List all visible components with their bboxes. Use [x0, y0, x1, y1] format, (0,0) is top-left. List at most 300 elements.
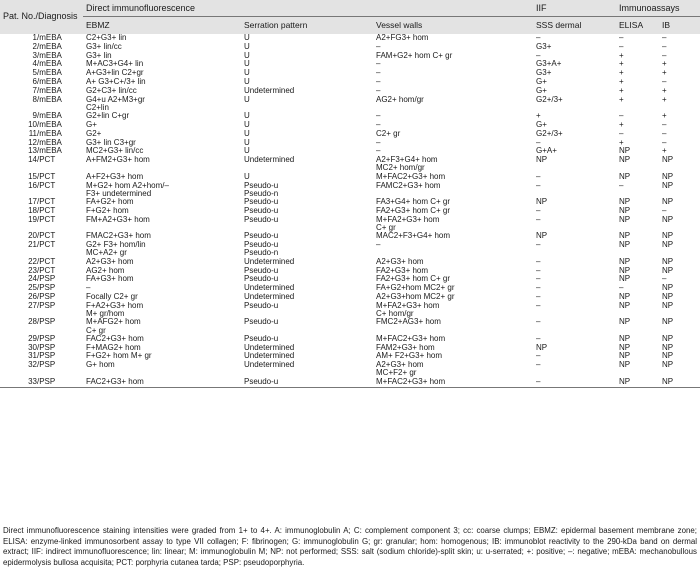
table-row	[0, 267, 700, 276]
cell-ebmz: FA+G3+ hom	[86, 275, 134, 284]
cell-ebmz: A+F2+G3+ hom	[86, 172, 144, 181]
patient-diagnosis: /mEBA	[37, 112, 62, 121]
cell-patient	[0, 302, 83, 319]
header-iif: IIF	[533, 0, 616, 17]
header-patient: Pat. No./Diagnosis	[0, 0, 83, 34]
cell-patient	[0, 139, 83, 148]
cell-sss-dermal: G+	[536, 120, 547, 129]
cell-sss-dermal: –	[536, 34, 541, 42]
cell-ebmz: –	[86, 284, 91, 293]
cell-sss-dermal: NP	[536, 343, 548, 352]
cell-ib: NP	[662, 292, 674, 301]
cell-ib: –	[662, 206, 667, 215]
cell-ib: NP	[662, 215, 674, 224]
cell-serration: Pseudo-u	[244, 198, 279, 207]
patient-number: 21	[28, 241, 37, 250]
cell-serration	[241, 182, 373, 199]
cell-elisa: NP	[616, 378, 659, 387]
cell-serration	[241, 241, 373, 258]
cell-ebmz: F+G2+ hom	[86, 206, 129, 215]
cell-ebmz-line: MC+A2+ gr	[86, 248, 127, 258]
table-row	[0, 147, 700, 156]
cell-serration: U	[244, 34, 250, 42]
cell-vessel-walls: FA3+G4+ hom C+ gr	[376, 198, 451, 207]
cell-ebmz-line: C+ gr	[86, 325, 106, 335]
patient-number: 8	[32, 95, 37, 104]
cell-vessel-walls: A2+FG3+ hom	[376, 34, 429, 42]
cell-ebmz: G3+ lin/cc	[86, 42, 122, 51]
table-row	[0, 275, 700, 284]
patient-diagnosis: /mEBA	[37, 95, 62, 104]
table-row	[0, 207, 700, 216]
table-row	[0, 43, 700, 52]
cell-elisa: NP	[619, 343, 631, 352]
cell-sss-dermal: NP	[536, 232, 548, 241]
cell-ib: NP	[662, 318, 674, 327]
cell-elisa: –	[619, 284, 624, 293]
cell-ib: NP	[662, 172, 674, 181]
cell-ebmz	[83, 302, 241, 319]
cell-sss-dermal: G3+A+	[536, 60, 562, 69]
patient-number: 7	[32, 86, 37, 95]
patient-diagnosis: /mEBA	[37, 60, 62, 69]
cell-patient	[0, 173, 83, 182]
cell-elisa: NP	[619, 318, 631, 327]
cell-elisa: NP	[619, 241, 631, 250]
table-row	[0, 284, 700, 293]
cell-patient	[0, 87, 83, 96]
cell-ebmz: MC2+G3+ lin/cc	[86, 147, 144, 156]
cell-vessel-walls: FAM2+G3+ hom	[376, 343, 435, 352]
cell-serration: Pseudo-u	[244, 318, 279, 327]
cell-vessel-walls: M+FAC2+G3+ hom	[376, 334, 446, 343]
cell-vessel-walls: A2+G3+ hom	[376, 257, 424, 266]
cell-sss-dermal: NP	[536, 156, 548, 165]
patient-number: 26	[28, 292, 37, 301]
cell-patient	[0, 34, 83, 43]
table-row	[0, 78, 700, 87]
patient-number: 10	[28, 120, 37, 129]
cell-vessel-walls-line: M+FA2+G3+ hom	[376, 215, 440, 224]
cell-elisa: NP	[619, 156, 631, 165]
cell-ebmz: M+AC3+G4+ lin	[86, 60, 144, 69]
cell-ebmz	[83, 96, 241, 113]
table-row	[0, 34, 700, 43]
patient-number: 3	[32, 51, 37, 60]
header-row-groups	[0, 0, 700, 17]
cell-ebmz: FAC2+G3+ hom	[83, 378, 241, 387]
cell-serration: Pseudo-u	[241, 378, 373, 387]
cell-ebmz: A+FM2+G3+ hom	[86, 156, 150, 165]
cell-elisa: NP	[619, 198, 631, 207]
patient-number: 27	[28, 301, 37, 310]
cell-patient	[0, 112, 83, 121]
patient-diagnosis: /mEBA	[37, 86, 62, 95]
cell-ebmz-line: M+G2+ hom A2+hom/–	[86, 181, 169, 190]
cell-vessel-walls: FA+G2+hom MC2+ gr	[376, 284, 455, 293]
cell-ebmz-line: C2+lin	[86, 102, 109, 112]
cell-elisa: NP	[619, 275, 631, 284]
cell-vessel-walls: FA2+G3+ hom	[376, 266, 429, 275]
table-row	[0, 293, 700, 302]
cell-vessel-walls: –	[376, 112, 381, 121]
header-ib: IB	[659, 17, 700, 35]
cell-ebmz: G3+ lin C3+gr	[86, 138, 136, 147]
patient-diagnosis: /mEBA	[37, 77, 62, 86]
cell-ib: NP	[662, 334, 674, 343]
cell-ebmz: A+G3+lin C2+gr	[86, 69, 144, 78]
header-immunoassays: Immunoassays	[616, 0, 700, 17]
cell-elisa: NP	[619, 292, 631, 301]
cell-patient	[0, 69, 83, 78]
cell-ib: NP	[662, 361, 674, 370]
cell-ib: +	[662, 95, 667, 104]
cell-vessel-walls-line: MC2+ hom/gr	[376, 163, 425, 173]
table-row	[0, 258, 700, 267]
cell-sss-dermal: –	[536, 318, 541, 327]
cell-elisa: –	[619, 181, 624, 190]
cell-ebmz: G+	[86, 120, 97, 129]
cell-ib: NP	[662, 241, 674, 250]
cell-patient	[0, 352, 83, 361]
patient-number: 17	[28, 198, 37, 207]
cell-sss-dermal: NP	[536, 198, 548, 207]
cell-patient	[0, 378, 83, 387]
table-row	[0, 241, 700, 258]
cell-ebmz: FAC2+G3+ hom	[86, 334, 144, 343]
cell-ebmz: A2+G3+ hom	[86, 257, 134, 266]
cell-vessel-walls	[373, 216, 533, 233]
cell-vessel-walls: MAC2+F3+G4+ hom	[376, 232, 451, 241]
patient-number: 14	[28, 156, 37, 165]
cell-vessel-walls-line: M+FA2+G3+ hom	[376, 301, 440, 310]
cell-patient	[0, 60, 83, 69]
patient-number: 15	[28, 172, 37, 181]
cell-ib: +	[662, 147, 667, 156]
cell-serration: Pseudo-u	[244, 206, 279, 215]
patient-number: 18	[28, 206, 37, 215]
cell-patient	[0, 284, 83, 293]
cell-ib: NP	[662, 301, 674, 310]
cell-serration: Undetermined	[244, 361, 295, 370]
patient-diagnosis: /mEBA	[37, 42, 62, 51]
cell-vessel-walls-line: C+ gr	[376, 222, 396, 232]
cell-vessel-walls: FMC2+AG3+ hom	[376, 318, 441, 327]
cell-vessel-walls-line: MC+F2+ gr	[376, 368, 417, 378]
cell-elisa: –	[619, 34, 624, 42]
patient-diagnosis: /PSP	[37, 352, 56, 361]
cell-vessel-walls: –	[376, 138, 381, 147]
patient-diagnosis: /PSP	[37, 301, 56, 310]
table-row	[0, 378, 700, 387]
cell-serration: Pseudo-u	[244, 301, 279, 310]
cell-serration: Undetermined	[244, 284, 295, 293]
cell-ebmz	[83, 182, 241, 199]
patient-diagnosis: /mEBA	[37, 138, 62, 147]
table-row	[0, 96, 700, 113]
table-row	[0, 156, 700, 173]
table-row	[0, 352, 700, 361]
cell-serration: U	[244, 95, 250, 104]
cell-vessel-walls: –	[376, 60, 381, 69]
cell-sss-dermal: –	[536, 352, 541, 361]
header-direct-immunofluorescence: Direct immunofluorescence	[83, 0, 533, 17]
cell-serration: U	[244, 138, 250, 147]
table-row	[0, 232, 700, 241]
cell-sss-dermal: –	[536, 181, 541, 190]
cell-ib: –	[662, 42, 667, 51]
cell-patient	[0, 335, 83, 344]
patient-diagnosis: /PCT	[37, 257, 56, 266]
patient-number: 2	[32, 42, 37, 51]
patient-diagnosis: /PSP	[37, 361, 56, 370]
patient-number: 1	[32, 34, 37, 42]
patient-diagnosis: /PCT	[37, 198, 56, 207]
cell-patient	[0, 293, 83, 302]
patient-diagnosis: /mEBA	[37, 147, 62, 156]
table-row	[0, 302, 700, 319]
cell-patient	[0, 318, 83, 335]
header-row-columns	[0, 17, 700, 35]
cell-ebmz-line: M+ gr/hom	[86, 308, 125, 318]
cell-ib: –	[662, 129, 667, 138]
header-elisa: ELISA	[616, 17, 659, 35]
cell-serration: Undetermined	[244, 343, 295, 352]
cell-patient	[0, 43, 83, 52]
cell-sss-dermal: –	[536, 361, 541, 370]
cell-vessel-walls	[373, 156, 533, 173]
cell-ib: –	[662, 138, 667, 147]
patient-number: 4	[32, 60, 37, 69]
patient-diagnosis: /PSP	[37, 318, 56, 327]
table-row	[0, 130, 700, 139]
table-row	[0, 361, 700, 378]
cell-patient	[0, 275, 83, 284]
header-ebmz: EBMZ	[83, 17, 241, 35]
cell-ib: +	[662, 86, 667, 95]
cell-serration-line: Pseudo-n	[244, 248, 279, 258]
cell-sss-dermal: –	[536, 301, 541, 310]
cell-ebmz: Focally C2+ gr	[86, 292, 138, 301]
cell-serration: Pseudo-u	[244, 215, 279, 224]
cell-patient	[0, 78, 83, 87]
cell-serration: Undetermined	[244, 292, 295, 301]
cell-vessel-walls	[373, 302, 533, 319]
patient-diagnosis: /mEBA	[37, 129, 62, 138]
patient-number: 23	[28, 266, 37, 275]
patient-number: 25	[28, 284, 37, 293]
cell-ib: –	[662, 34, 667, 42]
cell-vessel-walls: FAM+G2+ hom C+ gr	[376, 51, 453, 60]
cell-sss-dermal: G3+	[536, 42, 552, 51]
cell-vessel-walls: C2+ gr	[376, 129, 401, 138]
cell-vessel-walls: –	[376, 77, 381, 86]
patient-number: 19	[28, 215, 37, 224]
cell-ib: NP	[662, 266, 674, 275]
table-row	[0, 69, 700, 78]
cell-serration: U	[244, 77, 250, 86]
cell-serration: U	[244, 42, 250, 51]
cell-vessel-walls: FAMC2+G3+ hom	[376, 181, 441, 190]
cell-patient	[0, 156, 83, 173]
patient-diagnosis: /PCT	[37, 181, 56, 190]
cell-sss-dermal: G3+	[536, 69, 552, 78]
cell-ebmz: FA+G2+ hom	[86, 198, 134, 207]
cell-ebmz: G2+C3+ lin/cc	[86, 86, 137, 95]
cell-sss-dermal: –	[533, 378, 616, 387]
patient-number: 22	[28, 257, 37, 266]
table-row	[0, 139, 700, 148]
cell-sss-dermal: +	[536, 112, 541, 121]
cell-ebmz-line: G2+ F3+ hom/lin	[86, 241, 146, 250]
cell-ebmz: AG2+ hom	[86, 266, 125, 275]
cell-ib: NP	[659, 378, 700, 387]
cell-vessel-walls: AM+ F2+G3+ hom	[376, 352, 443, 361]
cell-serration: U	[244, 129, 250, 138]
cell-patient	[0, 344, 83, 353]
table-row	[0, 335, 700, 344]
cell-sss-dermal: –	[536, 257, 541, 266]
cell-sss-dermal: –	[536, 241, 541, 250]
patient-diagnosis: /PSP	[37, 343, 56, 352]
cell-elisa: –	[619, 112, 624, 121]
cell-vessel-walls-line: A2+G3+ hom	[376, 361, 424, 370]
cell-vessel-walls: A2+G3+hom MC2+ gr	[376, 292, 455, 301]
patient-diagnosis: /mEBA	[37, 34, 62, 42]
table-row	[0, 216, 700, 233]
cell-vessel-walls: M+FAC2+G3+ hom	[373, 378, 533, 387]
cell-ebmz	[83, 318, 241, 335]
cell-elisa: +	[619, 86, 624, 95]
patient-diagnosis: /PCT	[37, 172, 56, 181]
cell-vessel-walls: –	[376, 42, 381, 51]
cell-serration: U	[244, 51, 250, 60]
patient-diagnosis: /mEBA	[37, 120, 62, 129]
cell-vessel-walls: –	[376, 86, 381, 95]
patient-diagnosis: /PCT	[37, 156, 56, 165]
patient-diagnosis: /mEBA	[37, 51, 62, 60]
cell-serration: U	[244, 112, 250, 121]
cell-serration-line: Pseudo-u	[244, 181, 279, 190]
patient-number: 9	[32, 112, 37, 121]
patient-number: 13	[28, 147, 37, 156]
cell-ib: NP	[662, 352, 674, 361]
cell-elisa: +	[619, 120, 624, 129]
cell-patient	[0, 258, 83, 267]
cell-patient	[0, 182, 83, 199]
cell-ib: +	[662, 69, 667, 78]
header-sss-dermal: SSS dermal	[533, 17, 616, 35]
patient-number: 32	[28, 361, 37, 370]
cell-sss-dermal: –	[536, 292, 541, 301]
cell-ib: –	[662, 51, 667, 60]
table-row	[0, 87, 700, 96]
cell-serration: Pseudo-u	[244, 266, 279, 275]
cell-sss-dermal: –	[536, 334, 541, 343]
cell-vessel-walls: –	[376, 120, 381, 129]
patient-number: 12	[28, 138, 37, 147]
cell-ebmz	[83, 241, 241, 258]
cell-ebmz: G2+	[86, 129, 102, 138]
cell-ebmz: G3+ lin	[86, 51, 112, 60]
table-footnote: Direct immunofluorescence staining intensities were graded from 1+ to 4+. A: immunoglobulin A; C: complement component 3; cc: coarse clumps; EBMZ: epidermal basement membrane zone; ELISA: enzyme-linked immunosorbent assay to type VII collagen; F: fibrinogen; G: immunoglobulin G; gr: granular; hom: homogenous; IB: immunoblot reactivity to the 290-kDa band on dermal extract; IIF: indirect immunofluorescence; lin: linear; M: immunoglobulin M; NP: not performed; SSS: salt (sodium chloride)-split skin; u: u-serrated; +: positive; –: negative; mEBA: mechanobullous epidermolysis bullosa acquisita; PCT: porphyria cutanea tarda; PSP: pseudoporphyria.	[3, 526, 697, 567]
patient-diagnosis: /mEBA	[37, 69, 62, 78]
cell-sss-dermal: –	[536, 266, 541, 275]
cell-patient	[0, 147, 83, 156]
cell-sss-dermal: G+	[536, 77, 547, 86]
cell-patient	[0, 216, 83, 233]
header-serration-pattern: Serration pattern	[241, 17, 373, 35]
cell-ebmz-line: F+A2+G3+ hom	[86, 301, 144, 310]
patient-number: 20	[28, 232, 37, 241]
patient-diagnosis: /PSP	[37, 292, 56, 301]
cell-ib: –	[662, 120, 667, 129]
cell-vessel-walls: FA2+G3+ hom C+ gr	[376, 206, 451, 215]
cell-vessel-walls-line: C+ hom/gr	[376, 308, 414, 318]
cell-serration: U	[244, 147, 250, 156]
table-row	[0, 344, 700, 353]
cell-ebmz: A+ G3+C+/3+ lin	[86, 77, 146, 86]
cell-patient	[0, 361, 83, 378]
cell-sss-dermal: –	[536, 138, 541, 147]
cell-elisa: NP	[619, 206, 631, 215]
cell-serration: Undetermined	[244, 156, 295, 165]
cell-elisa: –	[619, 42, 624, 51]
cell-ib: +	[662, 60, 667, 69]
cell-ib: NP	[662, 156, 674, 165]
patient-diagnosis: /PCT	[37, 206, 56, 215]
cell-vessel-walls	[373, 361, 533, 378]
cell-ib: –	[662, 275, 667, 284]
cell-serration: U	[244, 172, 250, 181]
cell-elisa: NP	[619, 172, 631, 181]
cell-sss-dermal: G2+/3+	[536, 129, 563, 138]
cell-sss-dermal: –	[536, 275, 541, 284]
cell-sss-dermal: –	[536, 51, 541, 60]
cell-vessel-walls: AG2+ hom/gr	[376, 95, 424, 104]
cell-ebmz: G+ hom	[86, 361, 115, 370]
cell-serration: U	[244, 60, 250, 69]
patient-number: 29	[28, 334, 37, 343]
cell-ebmz: G2+lin C+gr	[86, 112, 130, 121]
cell-sss-dermal: G+	[536, 86, 547, 95]
cell-elisa: +	[619, 95, 624, 104]
cell-vessel-walls: –	[376, 147, 381, 156]
cell-patient	[0, 130, 83, 139]
patient-diagnosis: /PCT	[37, 266, 56, 275]
cell-sss-dermal: –	[536, 172, 541, 181]
table-row	[0, 198, 700, 207]
table-row	[0, 112, 700, 121]
table-row	[0, 52, 700, 61]
cell-serration: Undetermined	[244, 352, 295, 361]
cell-patient	[0, 121, 83, 130]
patient-diagnosis: /PCT	[37, 241, 56, 250]
patient-number: 28	[28, 318, 37, 327]
cell-ebmz: FMAC2+G3+ hom	[86, 232, 151, 241]
cell-serration: U	[244, 69, 250, 78]
cell-serration-line: Pseudo-n	[244, 188, 279, 198]
cell-ib: NP	[662, 257, 674, 266]
cell-elisa: +	[619, 138, 624, 147]
cell-sss-dermal: G2+/3+	[536, 95, 563, 104]
table-row	[0, 318, 700, 335]
cell-elisa: NP	[619, 232, 631, 241]
cell-elisa: +	[619, 51, 624, 60]
patient-number: 30	[28, 343, 37, 352]
cell-ebmz: FM+A2+G3+ hom	[86, 215, 150, 224]
patient-number: 33	[28, 377, 37, 386]
